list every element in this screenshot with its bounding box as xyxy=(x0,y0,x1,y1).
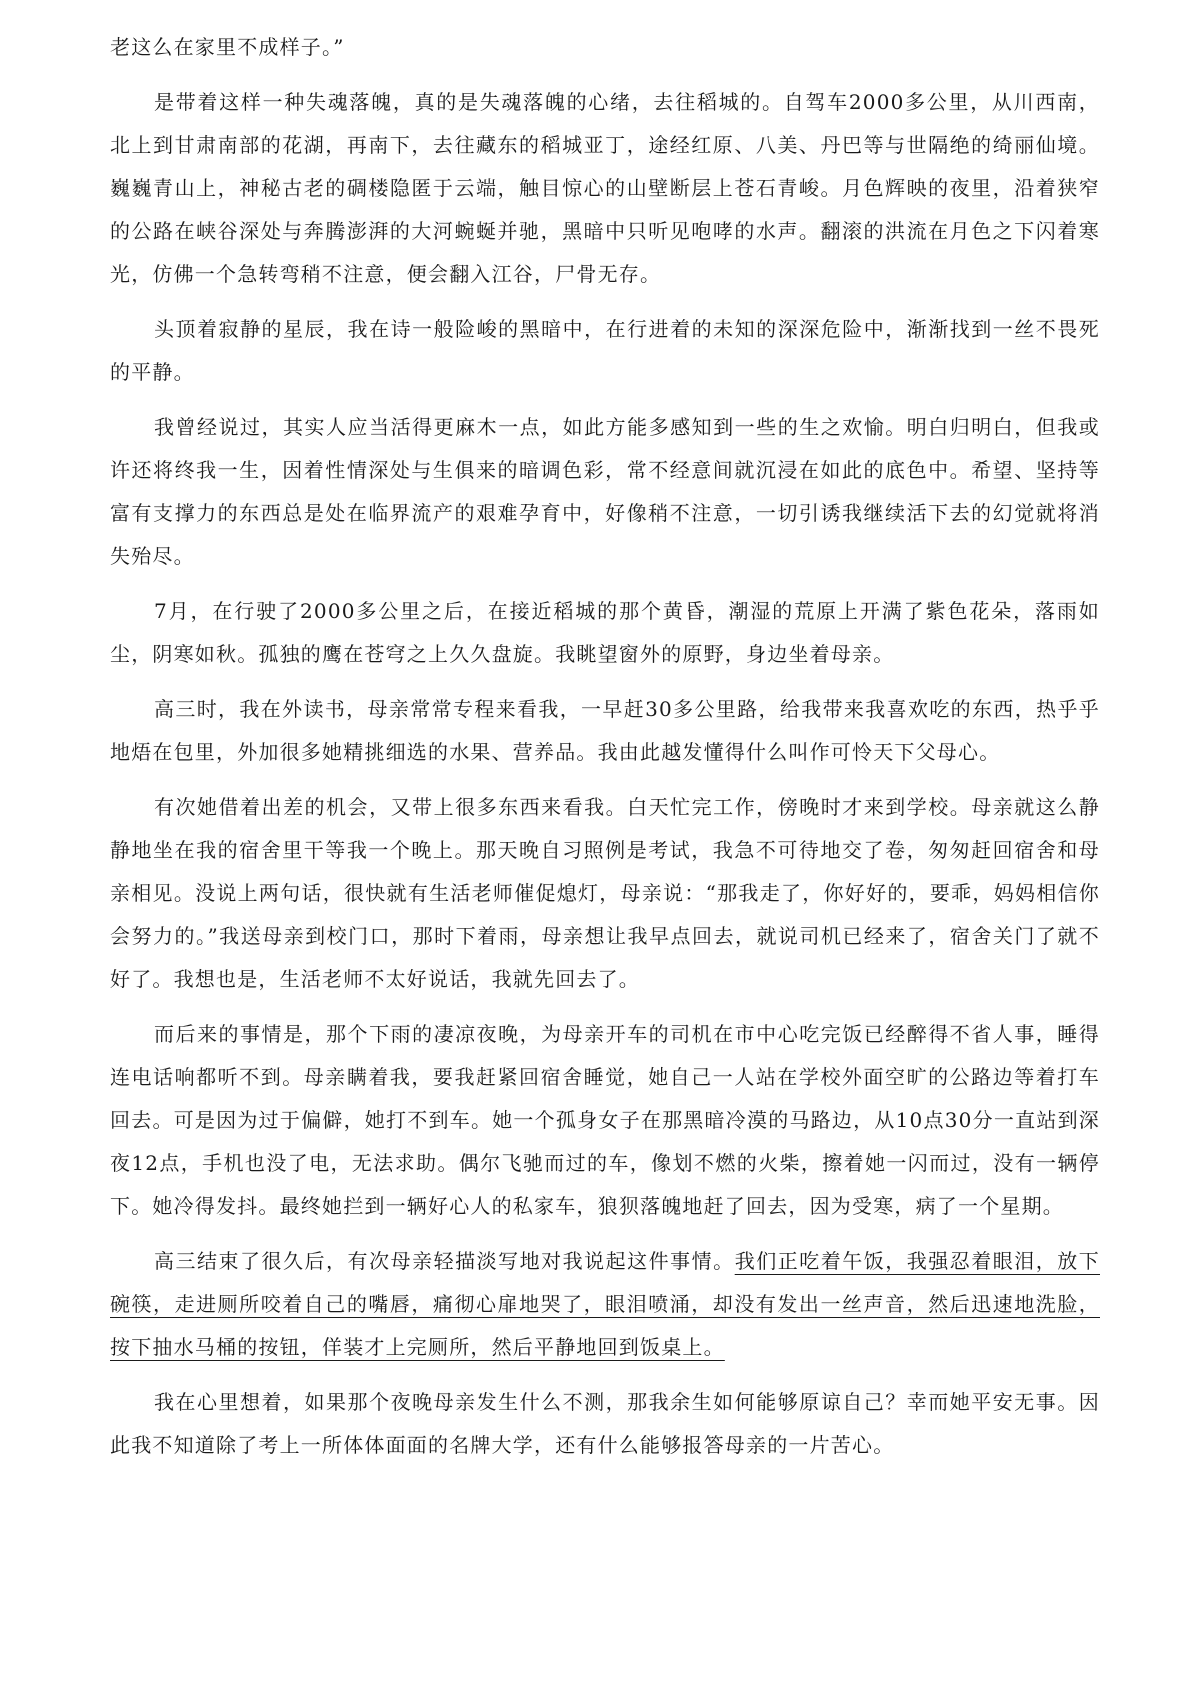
paragraph-4: 我曾经说过，其实人应当活得更麻木一点，如此方能多感知到一些的生之欢愉。明白归明白，但我或许还将终我一生，因着性情深处与生俱来的暗调色彩，常不经意间就沉浸在如此的底色中。希望、坚持等富有支撑力的东西总是处在临界流产的艰难孕育中，好像稍不注意，一切引诱我继续活下去的幻觉就将消失殆尽。 xyxy=(110,415,1100,568)
paragraph-3: 头顶着寂静的星辰，我在诗一般险峻的黑暗中，在行进着的未知的深深危险中，渐渐找到一丝不畏死的平静。 xyxy=(110,317,1100,384)
underlined-passage: 我们正吃着午饭，我强忍着眼泪，放下碗筷，走进厕所咬着自己的嘴唇，痛彻心扉地哭了，眼泪喷涌，却没有发出一丝声音，然后迅速地洗脸，按下抽水马桶的按钮，佯装才上完厕所，然后平静地回到饭桌上。 xyxy=(110,1249,1100,1359)
paragraph-5: 7月，在行驶了2000多公里之后，在接近稻城的那个黄昏，潮湿的荒原上开满了紫色花朵，落雨如尘，阴寒如秋。孤独的鹰在苍穹之上久久盘旋。我眺望窗外的原野，身边坐着母亲。 xyxy=(110,599,1100,666)
paragraph-2: 是带着这样一种失魂落魄，真的是失魂落魄的心绪，去往稻城的。自驾车2000多公里，从川西南，北上到甘肃南部的花湖，再南下，去往藏东的稻城亚丁，途经红原、八美、丹巴等与世隔绝的绮丽仙境。巍巍青山上，神秘古老的碉楼隐匿于云端，触目惊心的山壁断层上苍石青峻。月色辉映的夜里，沿着狭窄的公路在峡谷深处与奔腾澎湃的大河蜿蜒并驰，黑暗中只听见咆哮的水声。翻滚的洪流在月色之下闪着寒光，仿佛一个急转弯稍不注意，便会翻入江谷，尸骨无存。 xyxy=(110,90,1100,286)
paragraph-6: 高三时，我在外读书，母亲常常专程来看我，一早赶30多公里路，给我带来我喜欢吃的东西，热乎乎地焐在包里，外加很多她精挑细选的水果、营养品。我由此越发懂得什么叫作可怜天下父母心。 xyxy=(110,697,1100,764)
paragraph-9-lead: 高三结束了很久后，有次母亲轻描淡写地对我说起这件事情。 xyxy=(154,1249,735,1273)
paragraph-10: 我在心里想着，如果那个夜晚母亲发生什么不测，那我余生如何能够原谅自己？幸而她平安无事。因此我不知道除了考上一所体体面面的名牌大学，还有什么能够报答母亲的一片苦心。 xyxy=(110,1390,1100,1457)
paragraph-8: 而后来的事情是，那个下雨的凄凉夜晚，为母亲开车的司机在市中心吃完饭已经醉得不省人事，睡得连电话响都听不到。母亲瞒着我，要我赶紧回宿舍睡觉，她自己一人站在学校外面空旷的公路边等着打车回去。可是因为过于偏僻，她打不到车。她一个孤身女子在那黑暗冷漠的马路边，从10点30分一直站到深夜12点，手机也没了电，无法求助。偶尔飞驰而过的车，像划不燃的火柴，擦着她一闪而过，没有一辆停下。她冷得发抖。最终她拦到一辆好心人的私家车，狼狈落魄地赶了回去，因为受寒，病了一个星期。 xyxy=(110,1022,1100,1218)
paragraph-7: 有次她借着出差的机会，又带上很多东西来看我。白天忙完工作，傍晚时才来到学校。母亲就这么静静地坐在我的宿舍里干等我一个晚上。那天晚自习照例是考试，我急不可待地交了卷，匆匆赶回宿舍和母亲相见。没说上两句话，很快就有生活老师催促熄灯，母亲说：“那我走了，你好好的，要乖，妈妈相信你会努力的。”我送母亲到校门口，那时下着雨，母亲想让我早点回去，就说司机已经来了，宿舍关门了就不好了。我想也是，生活老师不太好说话，我就先回去了。 xyxy=(110,795,1100,991)
paragraph-9 xyxy=(110,1240,1100,1369)
paragraph-1: 老这么在家里不成样子。” xyxy=(110,35,345,59)
document-body xyxy=(110,26,1100,1479)
